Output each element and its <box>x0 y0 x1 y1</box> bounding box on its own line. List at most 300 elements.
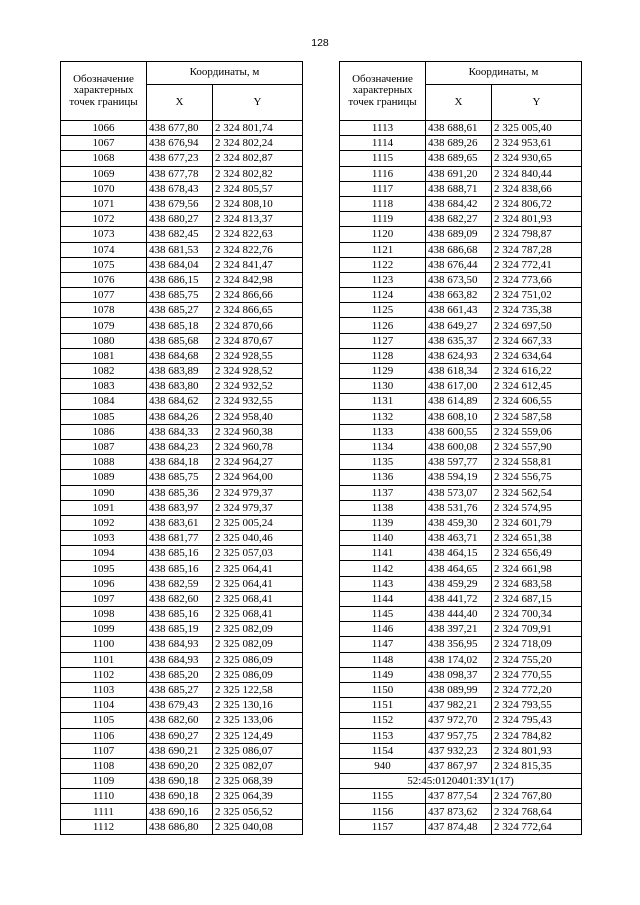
point-number-cell: 1094 <box>61 546 147 561</box>
point-number-cell: 1069 <box>61 166 147 181</box>
x-coordinate-cell: 438 686,80 <box>147 819 213 834</box>
table-row <box>61 136 303 151</box>
y-coordinate-cell: 2 324 953,61 <box>492 136 582 151</box>
y-coordinate-cell: 2 325 086,09 <box>213 667 303 682</box>
point-number-cell: 1077 <box>61 288 147 303</box>
y-coordinate-cell: 2 325 130,16 <box>213 698 303 713</box>
table-row <box>340 561 582 576</box>
y-coordinate-cell: 2 324 787,28 <box>492 242 582 257</box>
x-coordinate-cell: 438 444,40 <box>426 607 492 622</box>
y-coordinate-cell: 2 324 928,55 <box>213 348 303 363</box>
y-coordinate-cell: 2 324 793,55 <box>492 698 582 713</box>
table-row <box>61 257 303 272</box>
point-number-cell: 1124 <box>340 288 426 303</box>
header-coordinates: Координаты, м <box>147 62 303 85</box>
header-y: Y <box>213 85 303 121</box>
table-row <box>340 758 582 773</box>
x-coordinate-cell: 438 690,18 <box>147 774 213 789</box>
x-coordinate-cell: 438 685,19 <box>147 622 213 637</box>
y-coordinate-cell: 2 325 124,49 <box>213 728 303 743</box>
point-number-cell: 1066 <box>61 121 147 136</box>
point-number-cell: 1068 <box>61 151 147 166</box>
table-row <box>340 212 582 227</box>
x-coordinate-cell: 438 685,27 <box>147 303 213 318</box>
table-row <box>61 333 303 348</box>
point-number-cell: 1116 <box>340 166 426 181</box>
table-row <box>61 409 303 424</box>
table-row <box>340 455 582 470</box>
x-coordinate-cell: 438 688,71 <box>426 181 492 196</box>
point-number-cell: 1157 <box>340 819 426 834</box>
point-number-cell: 1113 <box>340 121 426 136</box>
point-number-cell: 1126 <box>340 318 426 333</box>
table-row <box>61 379 303 394</box>
point-number-cell: 1072 <box>61 212 147 227</box>
table-row <box>61 288 303 303</box>
y-coordinate-cell: 2 325 064,39 <box>213 789 303 804</box>
x-coordinate-cell: 438 689,65 <box>426 151 492 166</box>
point-number-cell: 1150 <box>340 682 426 697</box>
x-coordinate-cell: 438 688,61 <box>426 121 492 136</box>
y-coordinate-cell: 2 324 700,34 <box>492 607 582 622</box>
y-coordinate-cell: 2 324 574,95 <box>492 500 582 515</box>
table-row <box>61 318 303 333</box>
point-number-cell: 1109 <box>61 774 147 789</box>
point-number-cell: 1083 <box>61 379 147 394</box>
y-coordinate-cell: 2 324 822,63 <box>213 227 303 242</box>
table-row <box>61 166 303 181</box>
y-coordinate-cell: 2 325 064,41 <box>213 576 303 591</box>
x-coordinate-cell: 438 681,77 <box>147 531 213 546</box>
table-row <box>61 227 303 242</box>
y-coordinate-cell: 2 324 559,06 <box>492 424 582 439</box>
x-coordinate-cell: 438 690,27 <box>147 728 213 743</box>
point-number-cell: 1106 <box>61 728 147 743</box>
point-number-cell: 1070 <box>61 181 147 196</box>
y-coordinate-cell: 2 324 841,47 <box>213 257 303 272</box>
table-row <box>340 272 582 287</box>
x-coordinate-cell: 438 676,44 <box>426 257 492 272</box>
point-number-cell: 1084 <box>61 394 147 409</box>
y-coordinate-cell: 2 324 802,87 <box>213 151 303 166</box>
x-coordinate-cell: 438 677,23 <box>147 151 213 166</box>
x-coordinate-cell: 438 685,75 <box>147 470 213 485</box>
point-number-cell: 1138 <box>340 500 426 515</box>
table-row <box>61 515 303 530</box>
x-coordinate-cell: 438 464,65 <box>426 561 492 576</box>
table-row <box>340 409 582 424</box>
x-coordinate-cell: 438 531,76 <box>426 500 492 515</box>
point-number-cell: 1131 <box>340 394 426 409</box>
y-coordinate-cell: 2 324 651,38 <box>492 531 582 546</box>
y-coordinate-cell: 2 324 667,33 <box>492 333 582 348</box>
x-coordinate-cell: 438 689,09 <box>426 227 492 242</box>
table-row <box>61 546 303 561</box>
table-row <box>340 424 582 439</box>
y-coordinate-cell: 2 324 964,27 <box>213 455 303 470</box>
x-coordinate-cell: 438 686,68 <box>426 242 492 257</box>
table-row <box>61 774 303 789</box>
section-row <box>340 774 582 789</box>
header-coordinates: Координаты, м <box>426 62 582 85</box>
table-row <box>340 713 582 728</box>
y-coordinate-cell: 2 324 932,52 <box>213 379 303 394</box>
point-number-cell: 1135 <box>340 455 426 470</box>
x-coordinate-cell: 438 684,42 <box>426 196 492 211</box>
y-coordinate-cell: 2 325 056,52 <box>213 804 303 819</box>
y-coordinate-cell: 2 325 086,09 <box>213 652 303 667</box>
table-row <box>61 698 303 713</box>
y-coordinate-cell: 2 324 960,78 <box>213 439 303 454</box>
y-coordinate-cell: 2 325 068,39 <box>213 774 303 789</box>
table-row <box>61 728 303 743</box>
point-number-cell: 1098 <box>61 607 147 622</box>
x-coordinate-cell: 438 681,53 <box>147 242 213 257</box>
point-number-cell: 1075 <box>61 257 147 272</box>
table-row <box>340 485 582 500</box>
point-number-cell: 1144 <box>340 591 426 606</box>
parcel-label: 52:45:0120401:ЗУ1(17) <box>340 774 582 789</box>
point-number-cell: 1082 <box>61 364 147 379</box>
x-coordinate-cell: 438 685,75 <box>147 288 213 303</box>
x-coordinate-cell: 438 691,20 <box>426 166 492 181</box>
x-coordinate-cell: 438 678,43 <box>147 181 213 196</box>
y-coordinate-cell: 2 324 842,98 <box>213 272 303 287</box>
x-coordinate-cell: 438 600,55 <box>426 424 492 439</box>
table-row <box>340 607 582 622</box>
y-coordinate-cell: 2 324 870,66 <box>213 318 303 333</box>
table-row <box>61 576 303 591</box>
table-row <box>61 758 303 773</box>
x-coordinate-cell: 438 624,93 <box>426 348 492 363</box>
y-coordinate-cell: 2 324 556,75 <box>492 470 582 485</box>
y-coordinate-cell: 2 324 587,58 <box>492 409 582 424</box>
y-coordinate-cell: 2 324 930,65 <box>492 151 582 166</box>
table-row <box>340 394 582 409</box>
point-number-cell: 1123 <box>340 272 426 287</box>
point-number-cell: 1085 <box>61 409 147 424</box>
table-row <box>340 728 582 743</box>
point-number-cell: 1129 <box>340 364 426 379</box>
table-row <box>340 288 582 303</box>
y-coordinate-cell: 2 324 798,87 <box>492 227 582 242</box>
x-coordinate-cell: 438 690,20 <box>147 758 213 773</box>
table-row <box>340 303 582 318</box>
x-coordinate-cell: 438 684,18 <box>147 455 213 470</box>
point-number-cell: 1121 <box>340 242 426 257</box>
x-coordinate-cell: 438 464,15 <box>426 546 492 561</box>
y-coordinate-cell: 2 324 802,24 <box>213 136 303 151</box>
x-coordinate-cell: 438 614,89 <box>426 394 492 409</box>
table-row <box>61 348 303 363</box>
y-coordinate-cell: 2 324 813,37 <box>213 212 303 227</box>
header-y: Y <box>492 85 582 121</box>
table-row <box>340 667 582 682</box>
y-coordinate-cell: 2 324 802,82 <box>213 166 303 181</box>
y-coordinate-cell: 2 324 772,41 <box>492 257 582 272</box>
y-coordinate-cell: 2 324 928,52 <box>213 364 303 379</box>
table-row <box>340 546 582 561</box>
point-number-cell: 940 <box>340 758 426 773</box>
y-coordinate-cell: 2 324 806,72 <box>492 196 582 211</box>
point-number-cell: 1154 <box>340 743 426 758</box>
table-row <box>61 455 303 470</box>
y-coordinate-cell: 2 324 557,90 <box>492 439 582 454</box>
y-coordinate-cell: 2 324 979,37 <box>213 500 303 515</box>
header-x: X <box>147 85 213 121</box>
point-number-cell: 1067 <box>61 136 147 151</box>
x-coordinate-cell: 438 683,89 <box>147 364 213 379</box>
x-coordinate-cell: 437 874,48 <box>426 819 492 834</box>
point-number-cell: 1130 <box>340 379 426 394</box>
point-number-cell: 1128 <box>340 348 426 363</box>
table-row <box>61 470 303 485</box>
x-coordinate-cell: 438 597,77 <box>426 455 492 470</box>
table-row <box>61 667 303 682</box>
x-coordinate-cell: 438 600,08 <box>426 439 492 454</box>
x-coordinate-cell: 438 684,93 <box>147 652 213 667</box>
y-coordinate-cell: 2 325 082,07 <box>213 758 303 773</box>
point-number-cell: 1076 <box>61 272 147 287</box>
table-row <box>340 439 582 454</box>
x-coordinate-cell: 438 089,99 <box>426 682 492 697</box>
y-coordinate-cell: 2 324 838,66 <box>492 181 582 196</box>
point-number-cell: 1110 <box>61 789 147 804</box>
x-coordinate-cell: 438 684,93 <box>147 637 213 652</box>
table-row <box>61 561 303 576</box>
y-coordinate-cell: 2 324 683,58 <box>492 576 582 591</box>
table-row <box>61 424 303 439</box>
x-coordinate-cell: 438 459,30 <box>426 515 492 530</box>
x-coordinate-cell: 438 684,26 <box>147 409 213 424</box>
x-coordinate-cell: 438 663,82 <box>426 288 492 303</box>
x-coordinate-cell: 438 683,61 <box>147 515 213 530</box>
table-row <box>61 607 303 622</box>
y-coordinate-cell: 2 324 808,10 <box>213 196 303 211</box>
x-coordinate-cell: 438 573,07 <box>426 485 492 500</box>
point-number-cell: 1119 <box>340 212 426 227</box>
coordinates-table-left <box>60 61 303 835</box>
x-coordinate-cell: 438 594,19 <box>426 470 492 485</box>
x-coordinate-cell: 438 608,10 <box>426 409 492 424</box>
y-coordinate-cell: 2 324 768,64 <box>492 804 582 819</box>
point-number-cell: 1079 <box>61 318 147 333</box>
x-coordinate-cell: 437 932,23 <box>426 743 492 758</box>
point-number-cell: 1114 <box>340 136 426 151</box>
point-number-cell: 1156 <box>340 804 426 819</box>
table-row <box>340 333 582 348</box>
table-row <box>340 470 582 485</box>
table-row <box>61 121 303 136</box>
point-number-cell: 1125 <box>340 303 426 318</box>
y-coordinate-cell: 2 325 122,58 <box>213 682 303 697</box>
point-number-cell: 1091 <box>61 500 147 515</box>
point-number-cell: 1111 <box>61 804 147 819</box>
point-number-cell: 1132 <box>340 409 426 424</box>
point-number-cell: 1090 <box>61 485 147 500</box>
table-row <box>61 364 303 379</box>
header-designation: Обозначение характерных точек границы <box>340 62 426 121</box>
point-number-cell: 1103 <box>61 682 147 697</box>
point-number-cell: 1105 <box>61 713 147 728</box>
point-number-cell: 1122 <box>340 257 426 272</box>
y-coordinate-cell: 2 324 801,93 <box>492 743 582 758</box>
y-coordinate-cell: 2 324 751,02 <box>492 288 582 303</box>
x-coordinate-cell: 437 957,75 <box>426 728 492 743</box>
x-coordinate-cell: 438 356,95 <box>426 637 492 652</box>
x-coordinate-cell: 438 673,50 <box>426 272 492 287</box>
y-coordinate-cell: 2 324 661,98 <box>492 561 582 576</box>
point-number-cell: 1092 <box>61 515 147 530</box>
point-number-cell: 1137 <box>340 485 426 500</box>
table-row <box>340 743 582 758</box>
x-coordinate-cell: 438 685,36 <box>147 485 213 500</box>
point-number-cell: 1095 <box>61 561 147 576</box>
y-coordinate-cell: 2 324 601,79 <box>492 515 582 530</box>
table-row <box>340 515 582 530</box>
x-coordinate-cell: 438 682,59 <box>147 576 213 591</box>
y-coordinate-cell: 2 324 656,49 <box>492 546 582 561</box>
header-x: X <box>426 85 492 121</box>
table-row <box>340 318 582 333</box>
y-coordinate-cell: 2 324 801,93 <box>492 212 582 227</box>
table-row <box>340 819 582 834</box>
y-coordinate-cell: 2 324 958,40 <box>213 409 303 424</box>
y-coordinate-cell: 2 324 612,45 <box>492 379 582 394</box>
point-number-cell: 1080 <box>61 333 147 348</box>
table-row <box>61 181 303 196</box>
table-row <box>61 804 303 819</box>
table-row <box>61 713 303 728</box>
table-row <box>61 591 303 606</box>
point-number-cell: 1097 <box>61 591 147 606</box>
y-coordinate-cell: 2 324 562,54 <box>492 485 582 500</box>
y-coordinate-cell: 2 325 082,09 <box>213 637 303 652</box>
point-number-cell: 1086 <box>61 424 147 439</box>
point-number-cell: 1127 <box>340 333 426 348</box>
table-row <box>340 789 582 804</box>
y-coordinate-cell: 2 324 687,15 <box>492 591 582 606</box>
table-row <box>340 364 582 379</box>
x-coordinate-cell: 438 684,62 <box>147 394 213 409</box>
table-row <box>340 136 582 151</box>
table-row <box>340 348 582 363</box>
x-coordinate-cell: 438 684,23 <box>147 439 213 454</box>
table-row <box>61 485 303 500</box>
page-number: 128 <box>311 37 329 49</box>
x-coordinate-cell: 438 676,94 <box>147 136 213 151</box>
y-coordinate-cell: 2 324 773,66 <box>492 272 582 287</box>
y-coordinate-cell: 2 325 040,08 <box>213 819 303 834</box>
y-coordinate-cell: 2 324 784,82 <box>492 728 582 743</box>
x-coordinate-cell: 438 682,60 <box>147 591 213 606</box>
y-coordinate-cell: 2 324 606,55 <box>492 394 582 409</box>
y-coordinate-cell: 2 324 932,55 <box>213 394 303 409</box>
x-coordinate-cell: 438 661,43 <box>426 303 492 318</box>
x-coordinate-cell: 438 682,60 <box>147 713 213 728</box>
point-number-cell: 1078 <box>61 303 147 318</box>
x-coordinate-cell: 438 684,68 <box>147 348 213 363</box>
table-row <box>340 196 582 211</box>
table-row <box>340 622 582 637</box>
point-number-cell: 1117 <box>340 181 426 196</box>
y-coordinate-cell: 2 325 068,41 <box>213 591 303 606</box>
point-number-cell: 1112 <box>61 819 147 834</box>
table-row <box>61 303 303 318</box>
x-coordinate-cell: 438 098,37 <box>426 667 492 682</box>
point-number-cell: 1147 <box>340 637 426 652</box>
y-coordinate-cell: 2 324 634,64 <box>492 348 582 363</box>
table-row <box>61 394 303 409</box>
point-number-cell: 1101 <box>61 652 147 667</box>
table-row <box>340 227 582 242</box>
y-coordinate-cell: 2 324 805,57 <box>213 181 303 196</box>
y-coordinate-cell: 2 325 005,24 <box>213 515 303 530</box>
coordinates-table-right <box>339 61 582 835</box>
y-coordinate-cell: 2 324 770,55 <box>492 667 582 682</box>
table-row <box>61 637 303 652</box>
point-number-cell: 1099 <box>61 622 147 637</box>
point-number-cell: 1107 <box>61 743 147 758</box>
x-coordinate-cell: 438 690,18 <box>147 789 213 804</box>
table-row <box>61 622 303 637</box>
table-row <box>340 637 582 652</box>
point-number-cell: 1136 <box>340 470 426 485</box>
y-coordinate-cell: 2 324 815,35 <box>492 758 582 773</box>
x-coordinate-cell: 438 683,97 <box>147 500 213 515</box>
table-row <box>340 682 582 697</box>
y-coordinate-cell: 2 324 801,74 <box>213 121 303 136</box>
y-coordinate-cell: 2 324 772,64 <box>492 819 582 834</box>
point-number-cell: 1074 <box>61 242 147 257</box>
y-coordinate-cell: 2 325 133,06 <box>213 713 303 728</box>
point-number-cell: 1089 <box>61 470 147 485</box>
y-coordinate-cell: 2 325 057,03 <box>213 546 303 561</box>
x-coordinate-cell: 438 689,26 <box>426 136 492 151</box>
point-number-cell: 1087 <box>61 439 147 454</box>
y-coordinate-cell: 2 325 040,46 <box>213 531 303 546</box>
y-coordinate-cell: 2 324 767,80 <box>492 789 582 804</box>
table-row <box>340 652 582 667</box>
y-coordinate-cell: 2 324 718,09 <box>492 637 582 652</box>
point-number-cell: 1151 <box>340 698 426 713</box>
table-row <box>61 196 303 211</box>
point-number-cell: 1146 <box>340 622 426 637</box>
point-number-cell: 1096 <box>61 576 147 591</box>
x-coordinate-cell: 438 649,27 <box>426 318 492 333</box>
table-row <box>61 439 303 454</box>
table-row <box>340 121 582 136</box>
table-row <box>340 151 582 166</box>
y-coordinate-cell: 2 324 840,44 <box>492 166 582 181</box>
table-row <box>61 212 303 227</box>
table-row <box>61 652 303 667</box>
point-number-cell: 1145 <box>340 607 426 622</box>
x-coordinate-cell: 438 174,02 <box>426 652 492 667</box>
table-row <box>61 789 303 804</box>
header-designation: Обозначение характерных точек границы <box>61 62 147 121</box>
y-coordinate-cell: 2 324 616,22 <box>492 364 582 379</box>
x-coordinate-cell: 438 684,04 <box>147 257 213 272</box>
table-row <box>61 682 303 697</box>
table-row <box>61 819 303 834</box>
y-coordinate-cell: 2 325 082,09 <box>213 622 303 637</box>
table-row <box>61 500 303 515</box>
point-number-cell: 1149 <box>340 667 426 682</box>
x-coordinate-cell: 438 685,16 <box>147 607 213 622</box>
y-coordinate-cell: 2 325 068,41 <box>213 607 303 622</box>
table-row <box>61 531 303 546</box>
